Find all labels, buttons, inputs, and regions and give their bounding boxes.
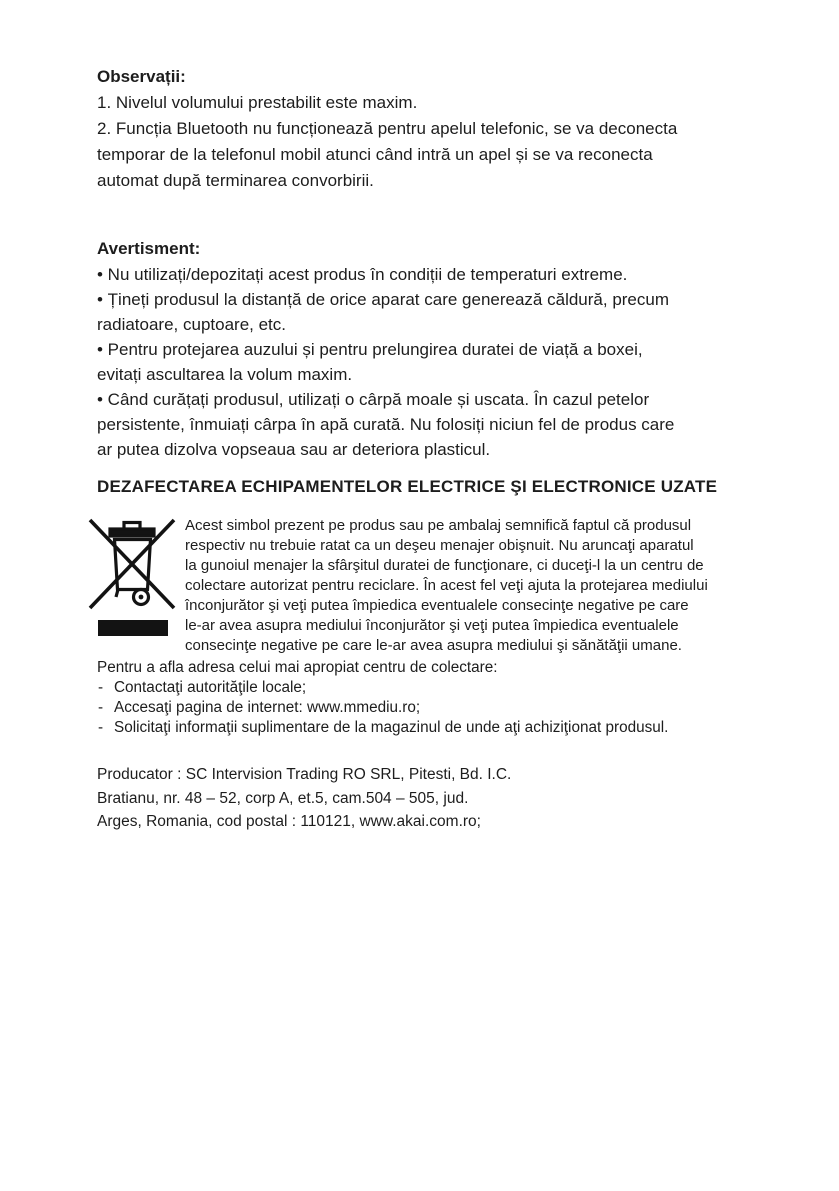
dash-marker: - xyxy=(98,699,104,716)
text-line: la gunoiul menajer la sfârşitul duratei de funcţionare, ci duceţi-l la un centru de xyxy=(185,557,704,574)
text-line: automat după terminarea convorbirii. xyxy=(97,171,374,190)
producer-line: Producator : SC Intervision Trading RO SRL, Pitesti, Bd. I.C. xyxy=(97,766,512,783)
avertisment-heading: Avertisment: xyxy=(97,239,201,258)
text-line: temporar de la telefonul mobil atunci când intră un apel și se va reconecta xyxy=(97,145,653,164)
dash-marker: - xyxy=(98,719,104,736)
text-line: persistente, înmuiați cârpa în apă curată. Nu folosiți niciun fel de produs care xyxy=(97,415,675,434)
weee-symbol xyxy=(88,516,176,636)
weee-black-bar-icon xyxy=(98,620,168,636)
collection-centers-list xyxy=(97,658,797,738)
weee-paragraph xyxy=(185,516,708,656)
list-item xyxy=(97,678,797,698)
observatii-heading: Observații: xyxy=(97,67,186,86)
text-line: • Când curățați produsul, utilizați o cârpă moale și uscata. În cazul petelor xyxy=(97,390,650,409)
text-line: • Pentru protejarea auzului și pentru prelungirea duratei de viață a boxei, xyxy=(97,340,643,359)
text-line: • Nu utilizați/depozitați acest produs în condiții de temperaturi extreme. xyxy=(97,265,628,284)
dash-marker: - xyxy=(98,679,104,696)
list-item-text: Accesaţi pagina de internet: www.mmediu.ro; xyxy=(114,699,421,716)
weee-symbol-block xyxy=(97,516,797,656)
text-line: evitați ascultarea la volum maxim. xyxy=(97,365,353,384)
list-item xyxy=(97,698,797,718)
text-line: colectare autorizat pentru reciclare. În acest fel veţi ajuta la protejarea mediului xyxy=(185,577,708,594)
weee-crossed-out-bin-icon xyxy=(88,516,176,613)
text-line: radiatoare, cuptoare, etc. xyxy=(97,315,287,334)
text-line: înconjurător şi veţi putea împiedica eventualele consecinţe negative pe care xyxy=(185,597,689,614)
weee-section-heading: DEZAFECTAREA ECHIPAMENTELOR ELECTRICE ŞI ELECTRONICE UZATE xyxy=(97,477,718,496)
text-line: le-ar avea asupra mediului înconjurător şi veţi putea împiedica eventualele xyxy=(185,617,679,634)
producer-line: Bratianu, nr. 48 – 52, corp A, et.5, cam.504 – 505, jud. xyxy=(97,789,469,807)
collect-intro: Pentru a afla adresa celui mai apropiat centru de colectare: xyxy=(97,659,498,676)
text-line: ar putea dizolva vopseaua sau ar deteriora plasticul. xyxy=(97,440,491,459)
list-item xyxy=(97,718,797,738)
list-item-text: Contactaţi autorităţile locale; xyxy=(114,679,307,696)
text-line: respectiv nu trebuie ratat ca un deşeu menajer obişnuit. Nu aruncaţi aparatul xyxy=(185,537,694,554)
producer-line: Arges, Romania, cod postal : 110121, www.akai.com.ro; xyxy=(97,813,481,830)
text-line: consecinţe negative pe care le-ar avea asupra mediului şi sănătăţii umane. xyxy=(185,637,682,654)
text-line: 1. Nivelul volumului prestabilit este maxim. xyxy=(97,93,418,112)
producer-info xyxy=(97,763,797,834)
text-line: Acest simbol prezent pe produs sau pe ambalaj semnifică faptul că produsul xyxy=(185,517,692,534)
list-item-text: Solicitaţi informaţii suplimentare de la magazinul de unde aţi achiziţionat produsul. xyxy=(114,719,669,736)
section-avertisment xyxy=(97,236,797,462)
text-line: • Țineți produsul la distanță de orice aparat care generează căldură, precum xyxy=(97,290,669,309)
text-line: 2. Funcția Bluetooth nu funcționează pentru apelul telefonic, se va deconecta xyxy=(97,119,678,138)
section-observatii xyxy=(97,64,797,194)
manual-page xyxy=(97,0,797,834)
